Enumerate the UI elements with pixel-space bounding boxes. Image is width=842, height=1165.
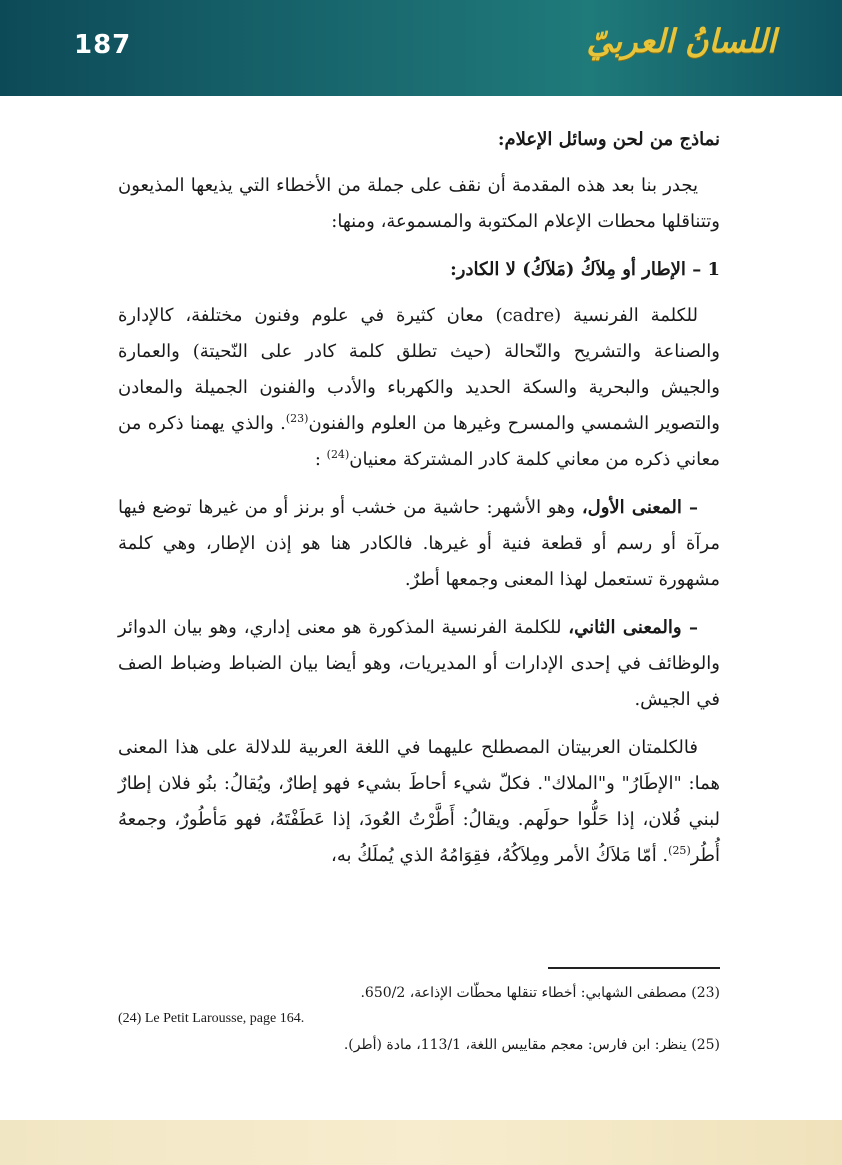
paragraph-text: للكلمة الفرنسية (cadre) معان كثيرة في علوم وفنون مختلفة، كالإدارة والصناعة والتشريح والنّحالة (حيث تطلق كلمة كادر على النّحيتة) والعمارة والجيش والبحرية والسكة الحديد والكهرباء والأدب والفنون الجميلة والمعادن والتصوير الشمسي والمسرح وغيرها من العلوم والفنون — [118, 305, 720, 434]
paragraph-text: : — [314, 449, 327, 470]
paragraph-arabic-terms — [118, 730, 720, 874]
footnote-24: (24) Le Petit Larousse, page 164. — [118, 1011, 305, 1026]
item-1-title: 1 – الإطار أو مِلاَكُ (مَلاَكُ) لا الكادر: — [450, 259, 720, 280]
page-number: 187 — [74, 30, 132, 60]
article-body — [118, 122, 720, 886]
section-heading: نماذج من لحن وسائل الإعلام: — [497, 129, 720, 150]
footnote-ref-24[interactable]: (24) — [326, 448, 350, 461]
footnote-divider — [548, 967, 720, 969]
footnote-ref-23[interactable]: (23) — [285, 412, 309, 425]
meaning-2-paragraph — [118, 610, 720, 718]
paragraph-text: . أمّا مَلاَكُ الأمر ومِلاَكُهُ، فقِوَامُهُ الذي يُملَكُ به، — [331, 845, 669, 866]
meaning-1-label: – المعنى الأول، — [581, 497, 699, 518]
footnotes — [118, 980, 720, 1058]
footnote-ref-25[interactable]: (25) — [668, 844, 691, 857]
meaning-2-text: للكلمة الفرنسية المذكورة هو معنى إداري، وهو بيان الدوائر والوظائف في إحدى الإدارات أو المديريات، وهو أيضا بيان الضباط وضباط الصف في الجيش. — [118, 617, 720, 710]
paragraph-cadre-meanings — [118, 298, 720, 478]
intro-paragraph: يجدر بنا بعد هذه المقدمة أن نقف على جملة من الأخطاء التي يذيعها المذيعون وتتناقلها محطات الإعلام المكتوبة والمسموعة، ومنها: — [118, 175, 720, 232]
meaning-1-text: وهو الأشهر: حاشية من خشب أو برنز أو من غيرها توضع فيها مرآة أو رسم أو قطعة فنية أو غيرها. فالكادر هنا هو إذن الإطار، وهي كلمة مشهورة تستعمل لهذا المعنى وجمعها أطرٌ. — [118, 497, 720, 590]
meaning-1-paragraph — [118, 490, 720, 598]
footnote-23: (23) مصطفى الشهابي: أخطاء تنقلها محطّات الإذاعة، 650/2. — [360, 985, 720, 1001]
paragraph-text: . والذي يهمنا ذكره من معاني ذكره من معاني كلمة كادر المشتركة معنيان — [118, 413, 720, 470]
footnote-25: (25) ينظر: ابن فارس: معجم مقاييس اللغة، 113/1، مادة (أطر). — [343, 1037, 720, 1053]
paragraph-text: فالكلمتان العربيتان المصطلح عليهما في اللغة العربية للدلالة على هذا المعنى هما: "الإطَارُ" و"الملاك". فكلّ شيء أحاطَ بشيء فهو إطارٌ، ويُقالُ: بنُو فلان إطارٌ لبني فُلان، إذا حَلُّوا حولَهم. ويقالُ: أَطَّرْتُ العُودَ، إذا عَطَفْتَهُ، فهو مَأطُورٌ، وجمعهُ أُطُر — [118, 737, 720, 866]
page-footer-band — [0, 1120, 842, 1165]
journal-logo: اللسانُ العربيّ — [586, 22, 776, 60]
meaning-2-label: – والمعنى الثاني، — [568, 617, 698, 638]
page-header — [0, 0, 842, 96]
